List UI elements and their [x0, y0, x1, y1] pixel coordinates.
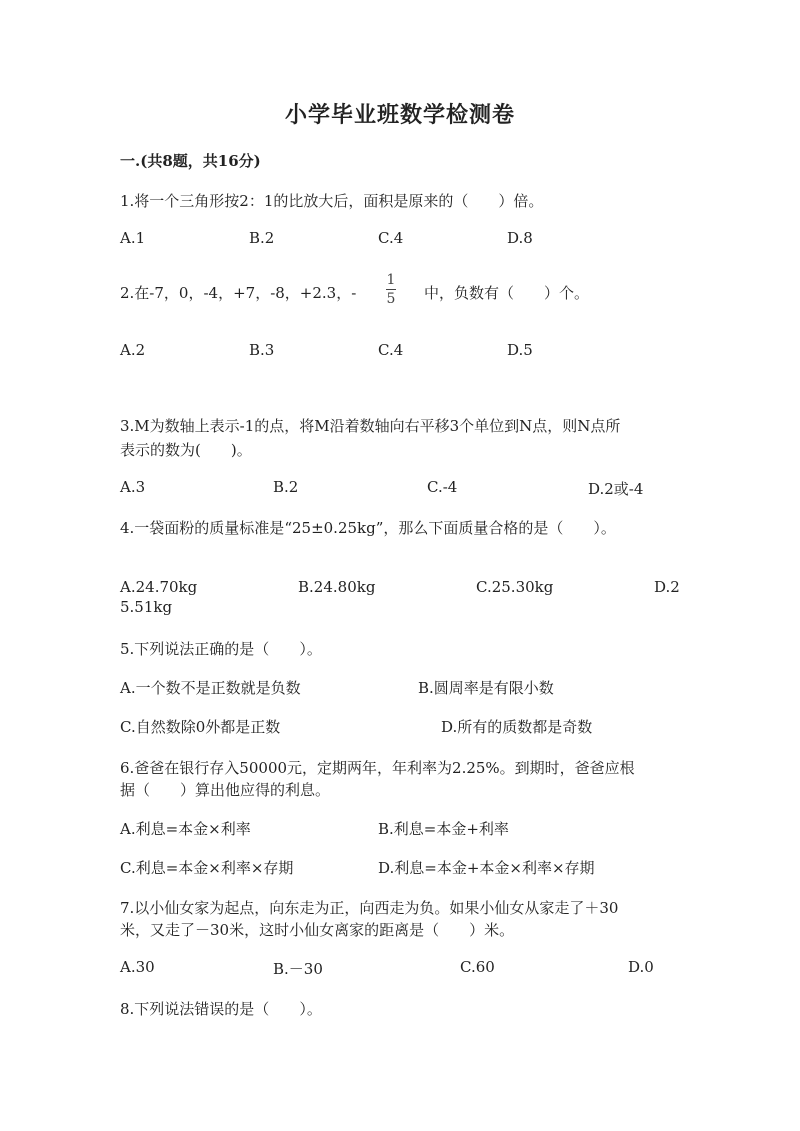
question-1-option-b: B.2 — [249, 229, 275, 247]
question-6-option-c: C.利息=本金×利率×存期 — [120, 859, 294, 877]
question-3-option-d: D.2或-4 — [588, 480, 644, 498]
question-5-option-a: A.一个数不是正数就是负数 — [120, 679, 301, 697]
question-5-option-d: D.所有的质数都是奇数 — [441, 718, 593, 736]
question-4-option-c: C.25.30kg — [476, 578, 554, 596]
question-1-text: 1.将一个三角形按2：1的比放大后，面积是原来的（ ）倍。 — [120, 192, 544, 210]
question-7-line-1: 7.以小仙女家为起点，向东走为正，向西走为负。如果小仙女从家走了＋30 — [120, 899, 619, 917]
question-2-option-a: A.2 — [120, 341, 146, 359]
question-6-option-a: A.利息=本金×利率 — [120, 820, 251, 838]
question-1-option-a: A.1 — [120, 229, 146, 247]
question-6-option-b: B.利息=本金+利率 — [378, 820, 509, 838]
question-2-option-c: C.4 — [378, 341, 404, 359]
question-7-option-b: B.－30 — [273, 960, 323, 978]
question-4-option-d-wrap: 5.51kg — [120, 598, 173, 616]
fraction-numerator: 1 — [386, 272, 396, 288]
question-3-option-a: A.3 — [120, 478, 146, 496]
question-3-option-b: B.2 — [273, 478, 299, 496]
question-2-text-before: 2.在-7，0，-4，+7，-8，+2.3，- — [120, 284, 357, 302]
question-3-option-c: C.-4 — [427, 478, 458, 496]
question-1-option-d: D.8 — [507, 229, 533, 247]
question-5-option-c: C.自然数除0外都是正数 — [120, 718, 281, 736]
question-7-option-a: A.30 — [120, 958, 155, 976]
question-5-text: 5.下列说法正确的是（ ）。 — [120, 640, 322, 658]
question-2-option-b: B.3 — [249, 341, 275, 359]
question-4-option-d: D.2 — [654, 578, 680, 596]
question-7-line-2: 米，又走了－30米，这时小仙女离家的距离是（ ）米。 — [120, 921, 515, 939]
question-3-line-2: 表示的数为( )。 — [120, 441, 252, 459]
question-1-option-c: C.4 — [378, 229, 404, 247]
question-2-fraction — [386, 272, 396, 307]
fraction-bar — [386, 289, 396, 290]
question-6-line-2: 据（ ）算出他应得的利息。 — [120, 781, 331, 799]
question-2-option-d: D.5 — [507, 341, 533, 359]
question-7-option-d: D.0 — [628, 958, 654, 976]
question-2-text-after: 中，负数有（ ）个。 — [424, 284, 590, 302]
question-3-line-1: 3.M为数轴上表示-1的点，将M沿着数轴向右平移3个单位到N点，则N点所 — [120, 417, 621, 435]
question-5-option-b: B.圆周率是有限小数 — [418, 679, 554, 697]
question-6-option-d: D.利息=本金+本金×利率×存期 — [378, 859, 595, 877]
question-4-option-a: A.24.70kg — [120, 578, 198, 596]
page-title: 小学毕业班数学检测卷 — [284, 102, 515, 128]
question-7-option-c: C.60 — [460, 958, 495, 976]
question-4-text: 4.一袋面粉的质量标准是“25±0.25kg”，那么下面质量合格的是（ ）。 — [120, 519, 616, 537]
question-4-option-b: B.24.80kg — [298, 578, 376, 596]
question-6-line-1: 6.爸爸在银行存入50000元，定期两年，年利率为2.25%。到期时，爸爸应根 — [120, 759, 635, 777]
fraction-denominator: 5 — [386, 291, 396, 307]
section-heading: 一.(共8题，共16分) — [120, 152, 261, 170]
question-8-text: 8.下列说法错误的是（ ）。 — [120, 1000, 322, 1018]
